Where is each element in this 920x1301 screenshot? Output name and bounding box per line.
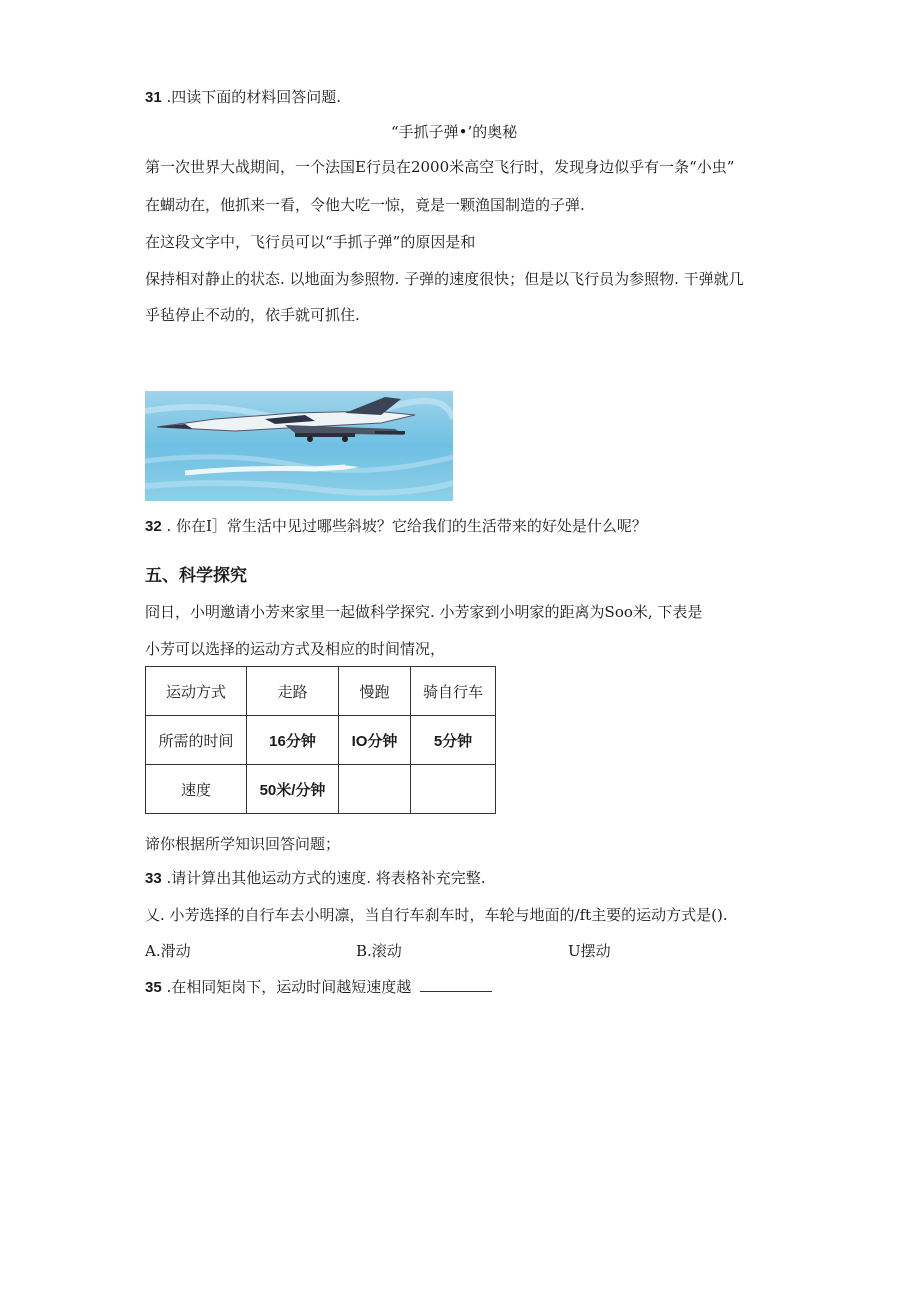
table-row [146, 716, 496, 765]
instruction-text: 谛你根据所学知识回答问题； [145, 835, 341, 853]
table-cell: 50米/分钟 [247, 765, 339, 814]
question-number: 31 [145, 89, 162, 106]
article-title: “手抓子弹•’的奥秘 [391, 123, 518, 141]
fighter-jet-photo [145, 391, 453, 501]
table-header-cell: 骑自行车 [411, 667, 496, 716]
table-cell: IO分钟 [339, 716, 411, 765]
table-cell: 5分钟 [411, 716, 496, 765]
question-text: .在相同矩岗下，运动时间越短速度越 [166, 978, 412, 996]
table-cell: 所需的时间 [146, 716, 247, 765]
option-c[interactable]: U摆动 [568, 942, 611, 960]
section-intro-line: 小芳可以选择的运动方式及相应的时间情况， [145, 640, 446, 658]
question-number: 32 [145, 518, 162, 535]
table-cell: 速度 [146, 765, 247, 814]
table-cell: 16分钟 [247, 716, 339, 765]
article-line: 乎毡停止不动的，依手就可抓住. [145, 306, 360, 324]
motion-table [145, 666, 496, 814]
question-31 [145, 86, 341, 107]
section-intro-line: 冏日，小明邀请小芳来家里一起做科学探究. 小芳家到小明家的距离为Soo米, 下表是 [145, 603, 703, 621]
question-text: . 你在I］常生活中见过哪些斜坡？它给我们的生活带来的好处是什么呢？ [166, 517, 647, 535]
fighter-jet-image [145, 391, 453, 501]
article-line: 在这段文字中，飞行员可以“手抓子弹”的原因是和 [145, 233, 476, 251]
table-cell-blank[interactable] [411, 765, 496, 814]
option-a[interactable]: A.滑动 [145, 942, 191, 960]
answer-blank[interactable] [420, 977, 492, 992]
table-header-cell: 走路 [247, 667, 339, 716]
article-line: 保持相对静止的状态. 以地面为参照物. 子弹的速度很快；但是以飞行员为参照物. 干弹就几 [145, 270, 744, 288]
table-header-cell: 运动方式 [146, 667, 247, 716]
article-line: 在蝴动在，他抓来一看，令他大吃一惊，竟是一颗渔国制造的子弹. [145, 196, 585, 214]
option-b[interactable]: B.滚动 [356, 942, 402, 960]
question-35 [145, 976, 492, 997]
article-line: 第一次世界大战期间，一个法国E行员在2000米高空飞行时，发现身边似乎有一条“小虫” [145, 158, 735, 176]
question-33 [145, 867, 486, 888]
table-header-row [146, 667, 496, 716]
question-prompt: .四读下面的材料回答问题. [166, 88, 342, 106]
question-34: 乂. 小芳选择的自行车去小明凛，当自行车刹车时，车轮与地面的/ft主要的运动方式是(). [145, 906, 728, 924]
table-cell-blank[interactable] [339, 765, 411, 814]
question-number: 33 [145, 870, 162, 887]
table-header-cell: 慢跑 [339, 667, 411, 716]
question-text: .请计算出其他运动方式的速度. 将表格补充完整. [166, 869, 486, 887]
section-title: 五、科学探究 [145, 566, 247, 585]
table-row [146, 765, 496, 814]
question-number: 35 [145, 979, 162, 996]
question-32 [145, 515, 647, 536]
